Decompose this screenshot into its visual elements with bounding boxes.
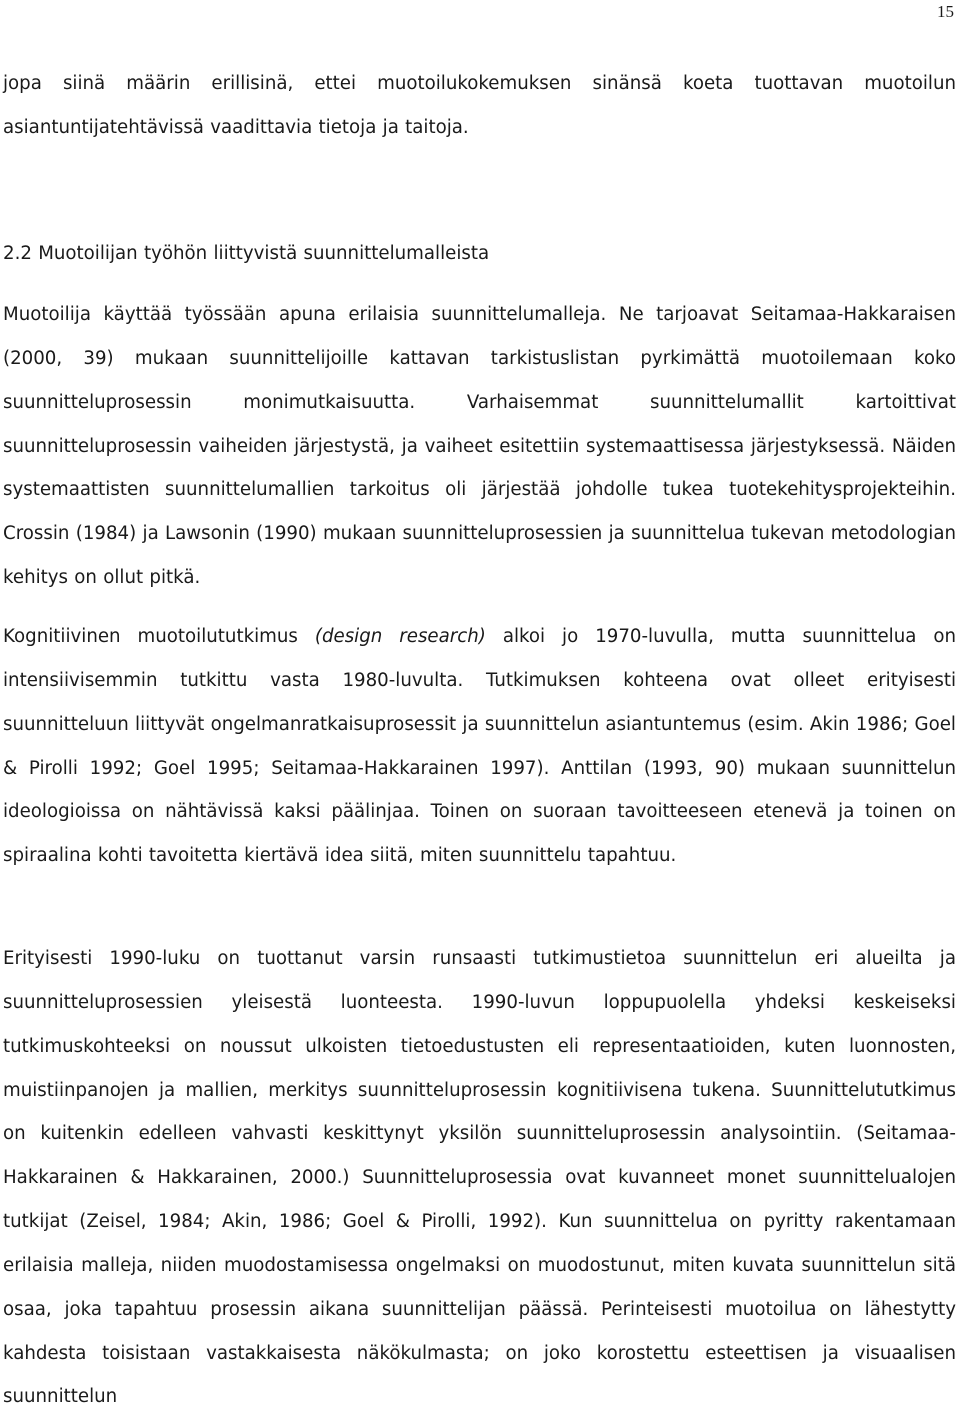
paragraph-2-italic-term: (design research) — [314, 626, 486, 647]
section-heading: 2.2 Muotoilijan työhön liittyvistä suunnittelumalleista — [3, 243, 490, 264]
paragraph-2-start: Kognitiivinen muotoilututkimus — [3, 626, 315, 647]
paragraph-2-rest: alkoi jo 1970-luvulla, mutta suunnittelua on intensiivisemmin tutkittu vasta 1980-luvulta. Tutkimuksen kohteena ovat olleet erityisesti suunnitteluun liittyvät ongelmanratkaisuprosessit ja suunnittelun asiantuntemus (esim. Akin 1986; Goel & Pirolli 1992; Goel 1995; Seitamaa-Hakkarainen 1997). Anttilan (1993, 90) mukaan suunnittelun ideologioissa on nähtävissä kaksi päälinjaa. Toinen on suoraan tavoitteeseen etenevä ja toinen on spiraalina kohti tavoitetta kiertävä idea siitä, miten suunnittelu tapahtuu. — [3, 626, 956, 867]
paragraph-1 — [3, 293, 956, 600]
intro-paragraph — [3, 62, 956, 150]
paragraph-3-text: Erityisesti 1990-luku on tuottanut varsin runsaasti tutkimustietoa suunnittelun eri alueilta ja suunnitteluprosessien yleisestä luonteesta. 1990-luvun loppupuolella yhdeksi keskeiseksi tutkimuskohteeksi on noussut ulkoisten tietoedustusten eli representaatioiden, kuten luonnosten, muistiinpanojen ja mallien, merkitys suunnitteluprosessin kognitiivisena tukena. Suunnittelututkimus on kuitenkin edelleen vahvasti keskittynyt yksilön suunnitteluprosessin analysointiin. (Seitamaa-Hakkarainen & Hakkarainen, 2000.) Suunnitteluprosessia ovat kuvanneet monet suunnittelualojen tutkijat (Zeisel, 1984; Akin, 1986; Goel & Pirolli, 1992). Kun suunnittelua on pyritty rakentamaan erilaisia malleja, niiden muodostamisessa ongelmaksi on muodostunut, miten kuvata suunnittelun sitä osaa, joka tapahtuu prosessin aikana suunnittelijan päässä. Perinteisesti muotoilua on lähestytty kahdesta toisistaan vastakkaisesta näkökulmasta; on joko korostettu esteettisen ja visuaalisen suunnittelun — [3, 948, 956, 1408]
paragraph-2 — [3, 615, 956, 878]
intro-text: jopa siinä määrin erillisinä, ettei muotoilukokemuksen sinänsä koeta tuottavan muotoilun asiantuntijatehtävissä vaadittavia tietoja ja taitoja. — [3, 73, 956, 138]
paragraph-1-text: Muotoilija käyttää työssään apuna erilaisia suunnittelumalleja. Ne tarjoavat Seitamaa-Hakkaraisen (2000, 39) mukaan suunnittelijoille kattavan tarkistuslistan pyrkimättä muotoilemaan koko suunnitteluprosessin monimutkaisuutta. Varhaisemmat suunnittelumallit kartoittivat suunnitteluprosessin vaiheiden järjestystä, ja vaiheet esitettiin systemaattisessa järjestyksessä. Näiden systemaattisten suunnittelumallien tarkoitus oli järjestää johdolle tukea tuotekehitysprojekteihin. Crossin (1984) ja Lawsonin (1990) mukaan suunnitteluprosessien ja suunnittelua tukevan metodologian kehitys on ollut pitkä. — [3, 304, 956, 589]
page-number: 15 — [937, 2, 954, 21]
paragraph-2-text — [3, 615, 956, 878]
paragraph-3 — [3, 937, 956, 1419]
